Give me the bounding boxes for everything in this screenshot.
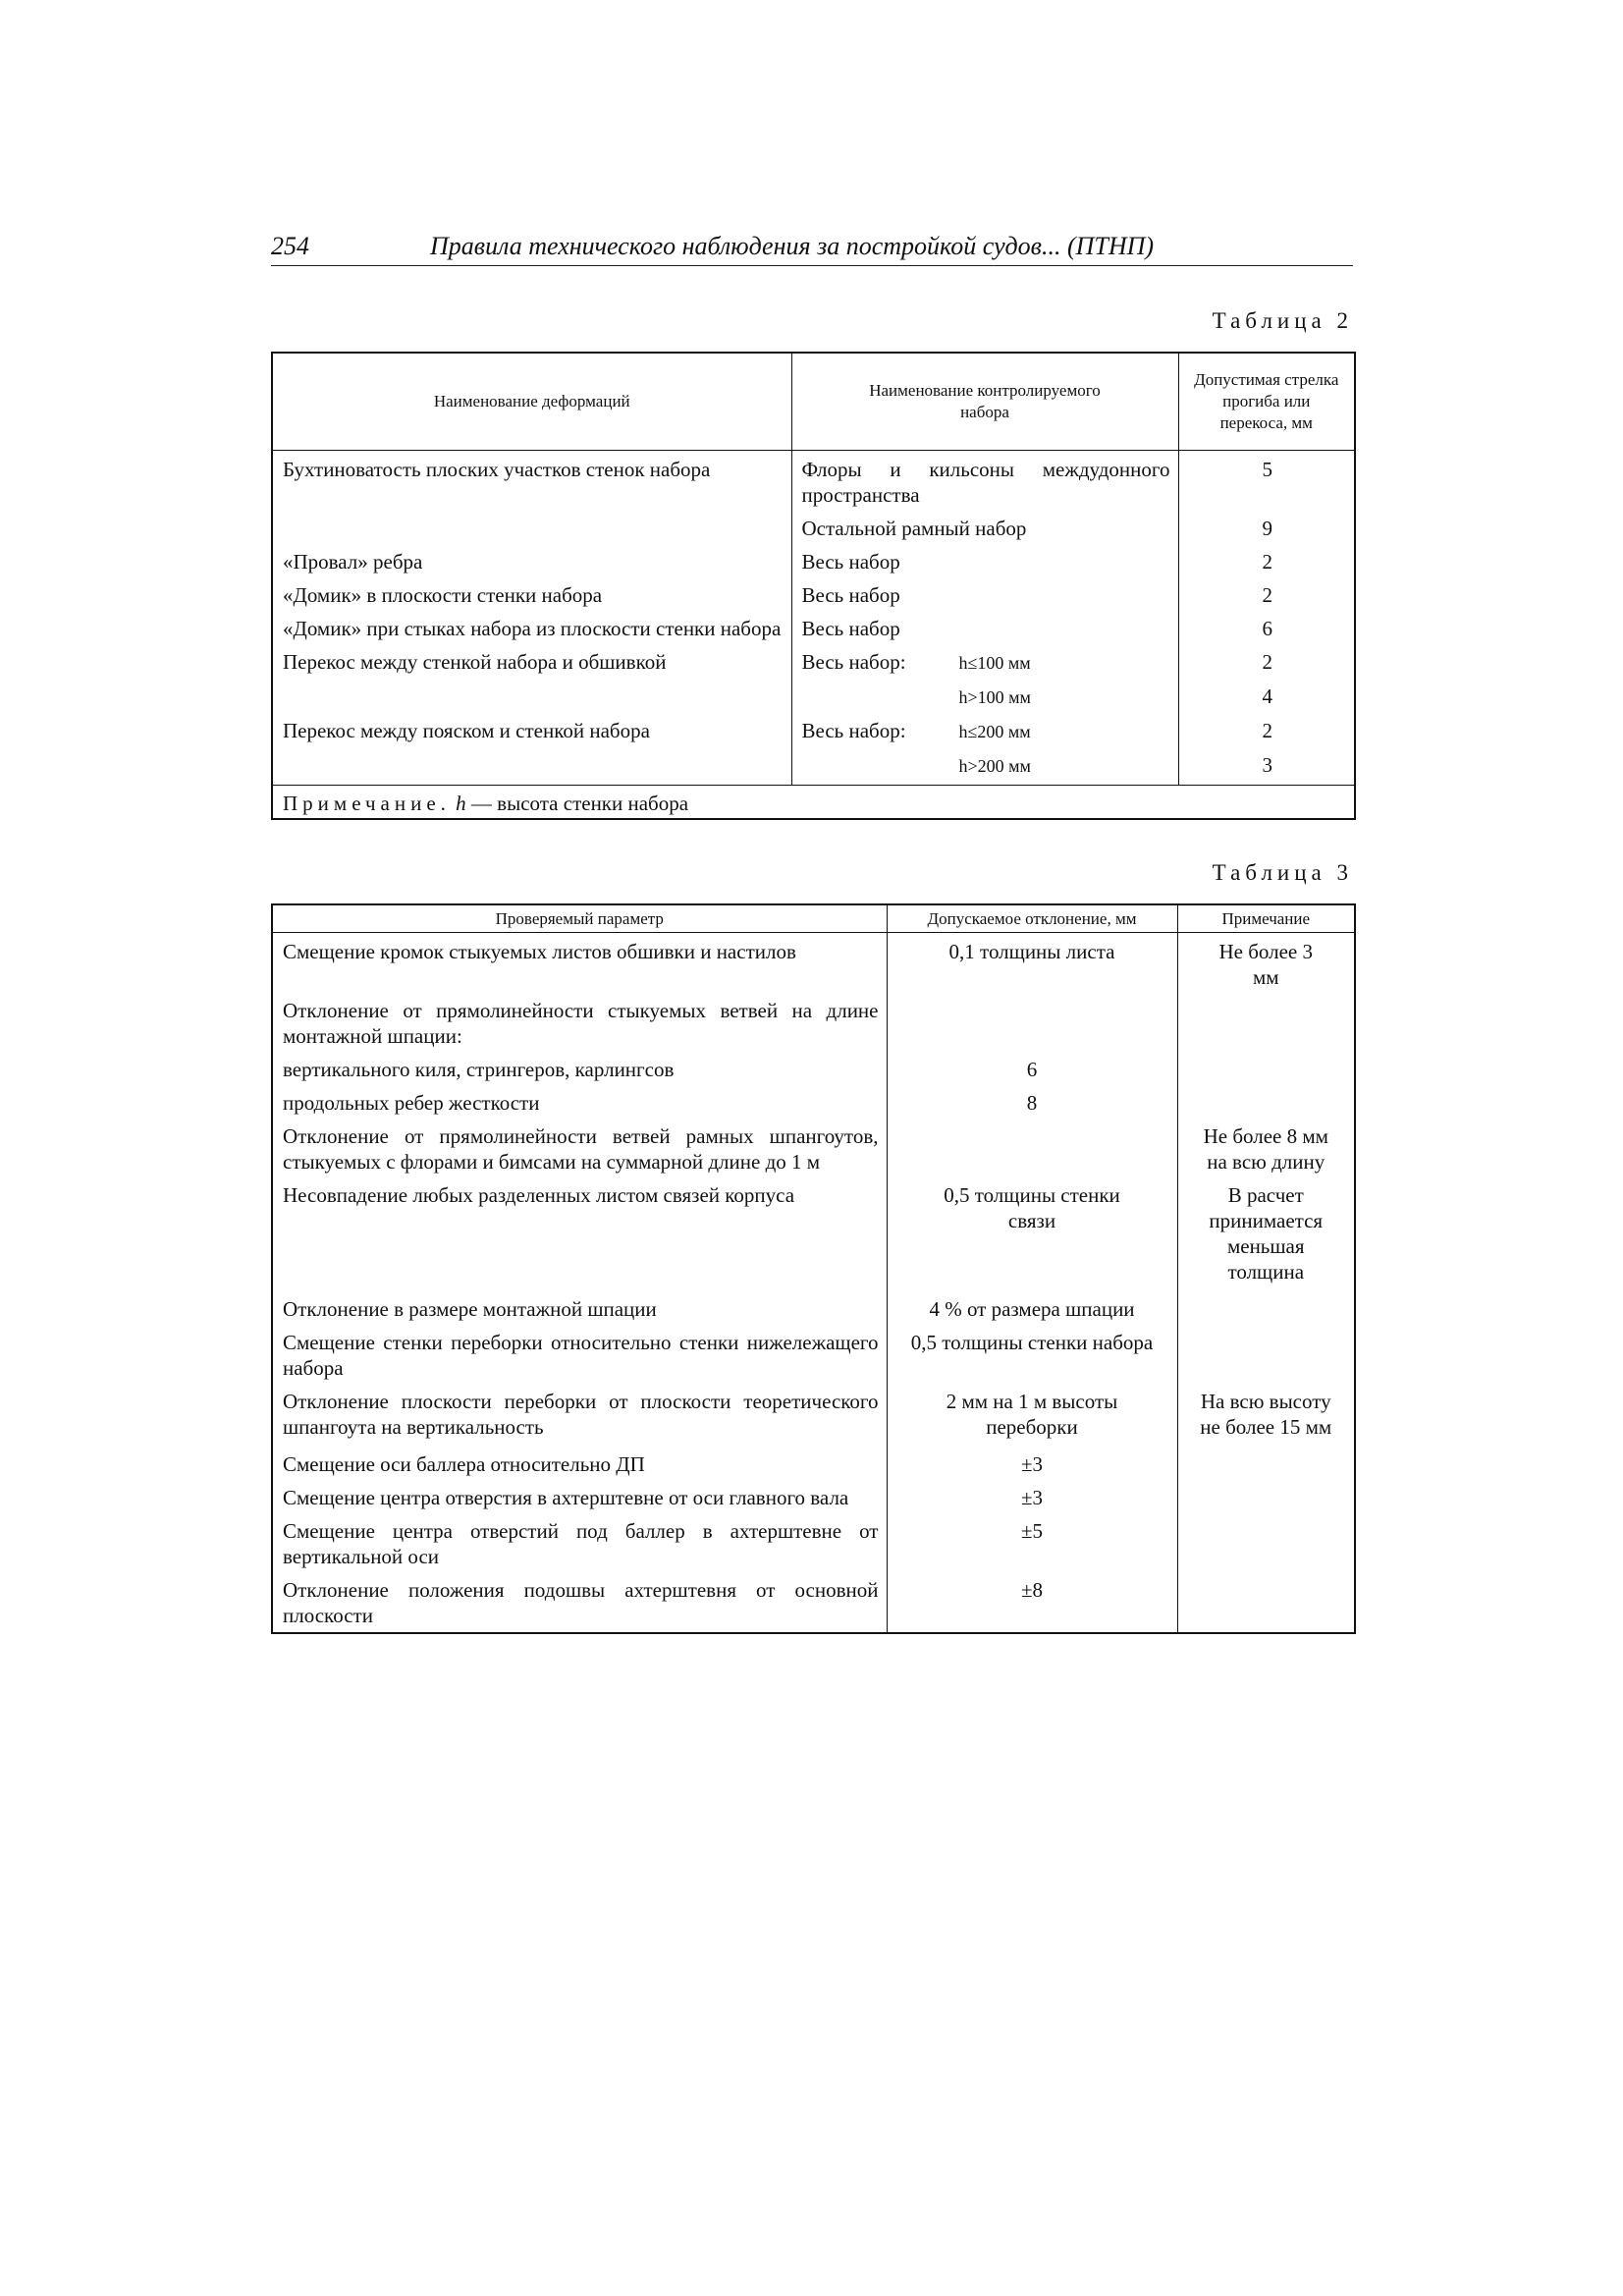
- parameter: Отклонение плоскости переборки от плоскости теоретического шпангоута на вертикальность: [272, 1387, 887, 1449]
- table-row: [272, 750, 1355, 786]
- remark: [1177, 1449, 1355, 1483]
- remark: [1177, 1180, 1355, 1294]
- tolerance-value: 2: [1178, 547, 1355, 580]
- table2-caption: Таблица 2: [1212, 308, 1353, 333]
- table-row: [272, 1055, 1355, 1088]
- controlled-item: Весь набор: [791, 547, 1178, 580]
- remark-text: Не более 8 мм на всю длину: [1203, 1124, 1328, 1174]
- table-note: [272, 786, 1355, 820]
- table-3: [271, 903, 1356, 1634]
- deviation-text: 0,5 толщины стенки связи: [944, 1183, 1120, 1232]
- table-row: [272, 1328, 1355, 1387]
- tolerance-value: 6: [1178, 614, 1355, 647]
- deviation: [887, 996, 1177, 1055]
- remark: [1177, 1055, 1355, 1088]
- table-row: [272, 1180, 1355, 1294]
- deviation: 6: [887, 1055, 1177, 1088]
- deformation-name: Перекос между пояском и стенкой набора: [272, 716, 791, 750]
- remark-text: В расчет принимается меньшая толщина: [1209, 1183, 1324, 1284]
- table-note-row: [272, 786, 1355, 820]
- parameter: Отклонение от прямолинейности стыкуемых ветвей на длине монтажной шпации:: [272, 996, 887, 1055]
- remark-text: На всю высоту не более 15 мм: [1200, 1390, 1332, 1439]
- deformation-name: [272, 750, 791, 786]
- table-row: [272, 547, 1355, 580]
- parameter: вертикального киля, стрингеров, карлингсов: [272, 1055, 887, 1088]
- parameter: Отклонение положения подошвы ахтерштевня от основной плоскости: [272, 1575, 887, 1633]
- remark: [1177, 1088, 1355, 1121]
- note-label: Примечание.: [283, 792, 451, 815]
- parameter: Смещение оси баллера относительно ДП: [272, 1449, 887, 1483]
- table-row: [272, 996, 1355, 1055]
- controlled-item: Флоры и кильсоны междудонного пространства: [791, 451, 1178, 515]
- tolerance-value: 2: [1178, 647, 1355, 682]
- deviation-text: 2 мм на 1 м высоты переборки: [946, 1390, 1118, 1439]
- controlled-item: Весь набор: [791, 614, 1178, 647]
- remark: [1177, 1328, 1355, 1387]
- height-condition: h≤200 мм: [958, 722, 1031, 741]
- deformation-name: Перекос между стенкой набора и обшивкой: [272, 647, 791, 682]
- deviation: 0,1 толщины листа: [887, 933, 1177, 997]
- table-row: [272, 451, 1355, 515]
- parameter: Отклонение от прямолинейности ветвей рамных шпангоутов, стыкуемых с флорами и бимсами на суммарной длине до 1 м: [272, 1121, 887, 1180]
- table-row: [272, 682, 1355, 716]
- controlled-item: Остальной рамный набор: [791, 514, 1178, 547]
- deviation: [887, 1328, 1177, 1387]
- parameter: продольных ребер жесткости: [272, 1088, 887, 1121]
- controlled-item-label: Весь набор:: [801, 650, 906, 674]
- running-title: Правила технического наблюдения за постройкой судов... (ПТНП): [430, 232, 1155, 260]
- deviation-text: 0,5 толщины стенки набора: [910, 1331, 1154, 1354]
- deviation: [887, 1121, 1177, 1180]
- page-header: [271, 232, 1353, 266]
- tolerance-value: 5: [1178, 451, 1355, 515]
- tolerance-value: 2: [1178, 716, 1355, 750]
- remark-text: Не более 3 мм: [1218, 940, 1313, 989]
- page-number: 254: [271, 232, 309, 260]
- remark: [1177, 1516, 1355, 1575]
- controlled-item-label: Весь набор:: [801, 719, 906, 742]
- column-header: Наименование контролируемого набора: [791, 353, 1178, 451]
- table3-caption: Таблица 3: [1212, 860, 1353, 885]
- parameter: Несовпадение любых разделенных листом связей корпуса: [272, 1180, 887, 1294]
- parameter: Смещение центра отверстий под баллер в ахтерштевне от вертикальной оси: [272, 1516, 887, 1575]
- controlled-item: Весь набор: [791, 580, 1178, 614]
- deformation-name: [272, 514, 791, 547]
- table-row: [272, 933, 1355, 997]
- table-row: [272, 1483, 1355, 1516]
- height-condition: h>200 мм: [958, 756, 1031, 776]
- controlled-item: [791, 750, 1178, 786]
- deformation-name: «Провал» ребра: [272, 547, 791, 580]
- remark: [1177, 1483, 1355, 1516]
- table-row: [272, 1294, 1355, 1328]
- table-row: [272, 1088, 1355, 1121]
- column-header: Допускаемое отклонение, мм: [887, 904, 1177, 933]
- parameter: Отклонение в размере монтажной шпации: [272, 1294, 887, 1328]
- remark: [1177, 1575, 1355, 1633]
- table-row: [272, 580, 1355, 614]
- tolerance-value: 4: [1178, 682, 1355, 716]
- column-header: Проверяемый параметр: [272, 904, 887, 933]
- table-row: [272, 1575, 1355, 1633]
- table-row: [272, 514, 1355, 547]
- remark: [1177, 933, 1355, 997]
- height-condition: h≤100 мм: [958, 653, 1031, 673]
- parameter: Смещение центра отверстия в ахтерштевне от оси главного вала: [272, 1483, 887, 1516]
- tolerance-value: 2: [1178, 580, 1355, 614]
- table-row: [272, 647, 1355, 682]
- table-row: [272, 1516, 1355, 1575]
- tolerance-value: 9: [1178, 514, 1355, 547]
- remark: [1177, 1387, 1355, 1449]
- deformation-name: Бухтиноватость плоских участков стенок набора: [272, 451, 791, 515]
- table-2: [271, 352, 1356, 820]
- parameter: Смещение стенки переборки относительно стенки нижележащего набора: [272, 1328, 887, 1387]
- note-symbol: h: [456, 792, 466, 815]
- remark: [1177, 996, 1355, 1055]
- controlled-item: [791, 716, 1178, 750]
- deviation: 4 % от размера шпации: [887, 1294, 1177, 1328]
- deviation: [887, 1387, 1177, 1449]
- table-row: [272, 1121, 1355, 1180]
- tolerance-value: 3: [1178, 750, 1355, 786]
- column-header: Допустимая стрелка прогиба или перекоса, мм: [1178, 353, 1355, 451]
- deviation: [887, 1180, 1177, 1294]
- remark: [1177, 1121, 1355, 1180]
- column-header: Примечание: [1177, 904, 1355, 933]
- deviation: ±5: [887, 1516, 1177, 1575]
- parameter: Смещение кромок стыкуемых листов обшивки и настилов: [272, 933, 887, 997]
- deformation-name: [272, 682, 791, 716]
- remark: [1177, 1294, 1355, 1328]
- controlled-item: [791, 682, 1178, 716]
- table-row: [272, 716, 1355, 750]
- deviation: 8: [887, 1088, 1177, 1121]
- table-row: [272, 1449, 1355, 1483]
- deviation: ±8: [887, 1575, 1177, 1633]
- deviation: ±3: [887, 1449, 1177, 1483]
- table-row: [272, 1387, 1355, 1449]
- note-text: — высота стенки набора: [470, 792, 689, 815]
- column-header: Наименование деформаций: [272, 353, 791, 451]
- deformation-name: «Домик» при стыках набора из плоскости стенки набора: [272, 614, 791, 647]
- controlled-item: [791, 647, 1178, 682]
- deformation-name: «Домик» в плоскости стенки набора: [272, 580, 791, 614]
- height-condition: h>100 мм: [958, 687, 1031, 707]
- table-row: [272, 614, 1355, 647]
- deviation: ±3: [887, 1483, 1177, 1516]
